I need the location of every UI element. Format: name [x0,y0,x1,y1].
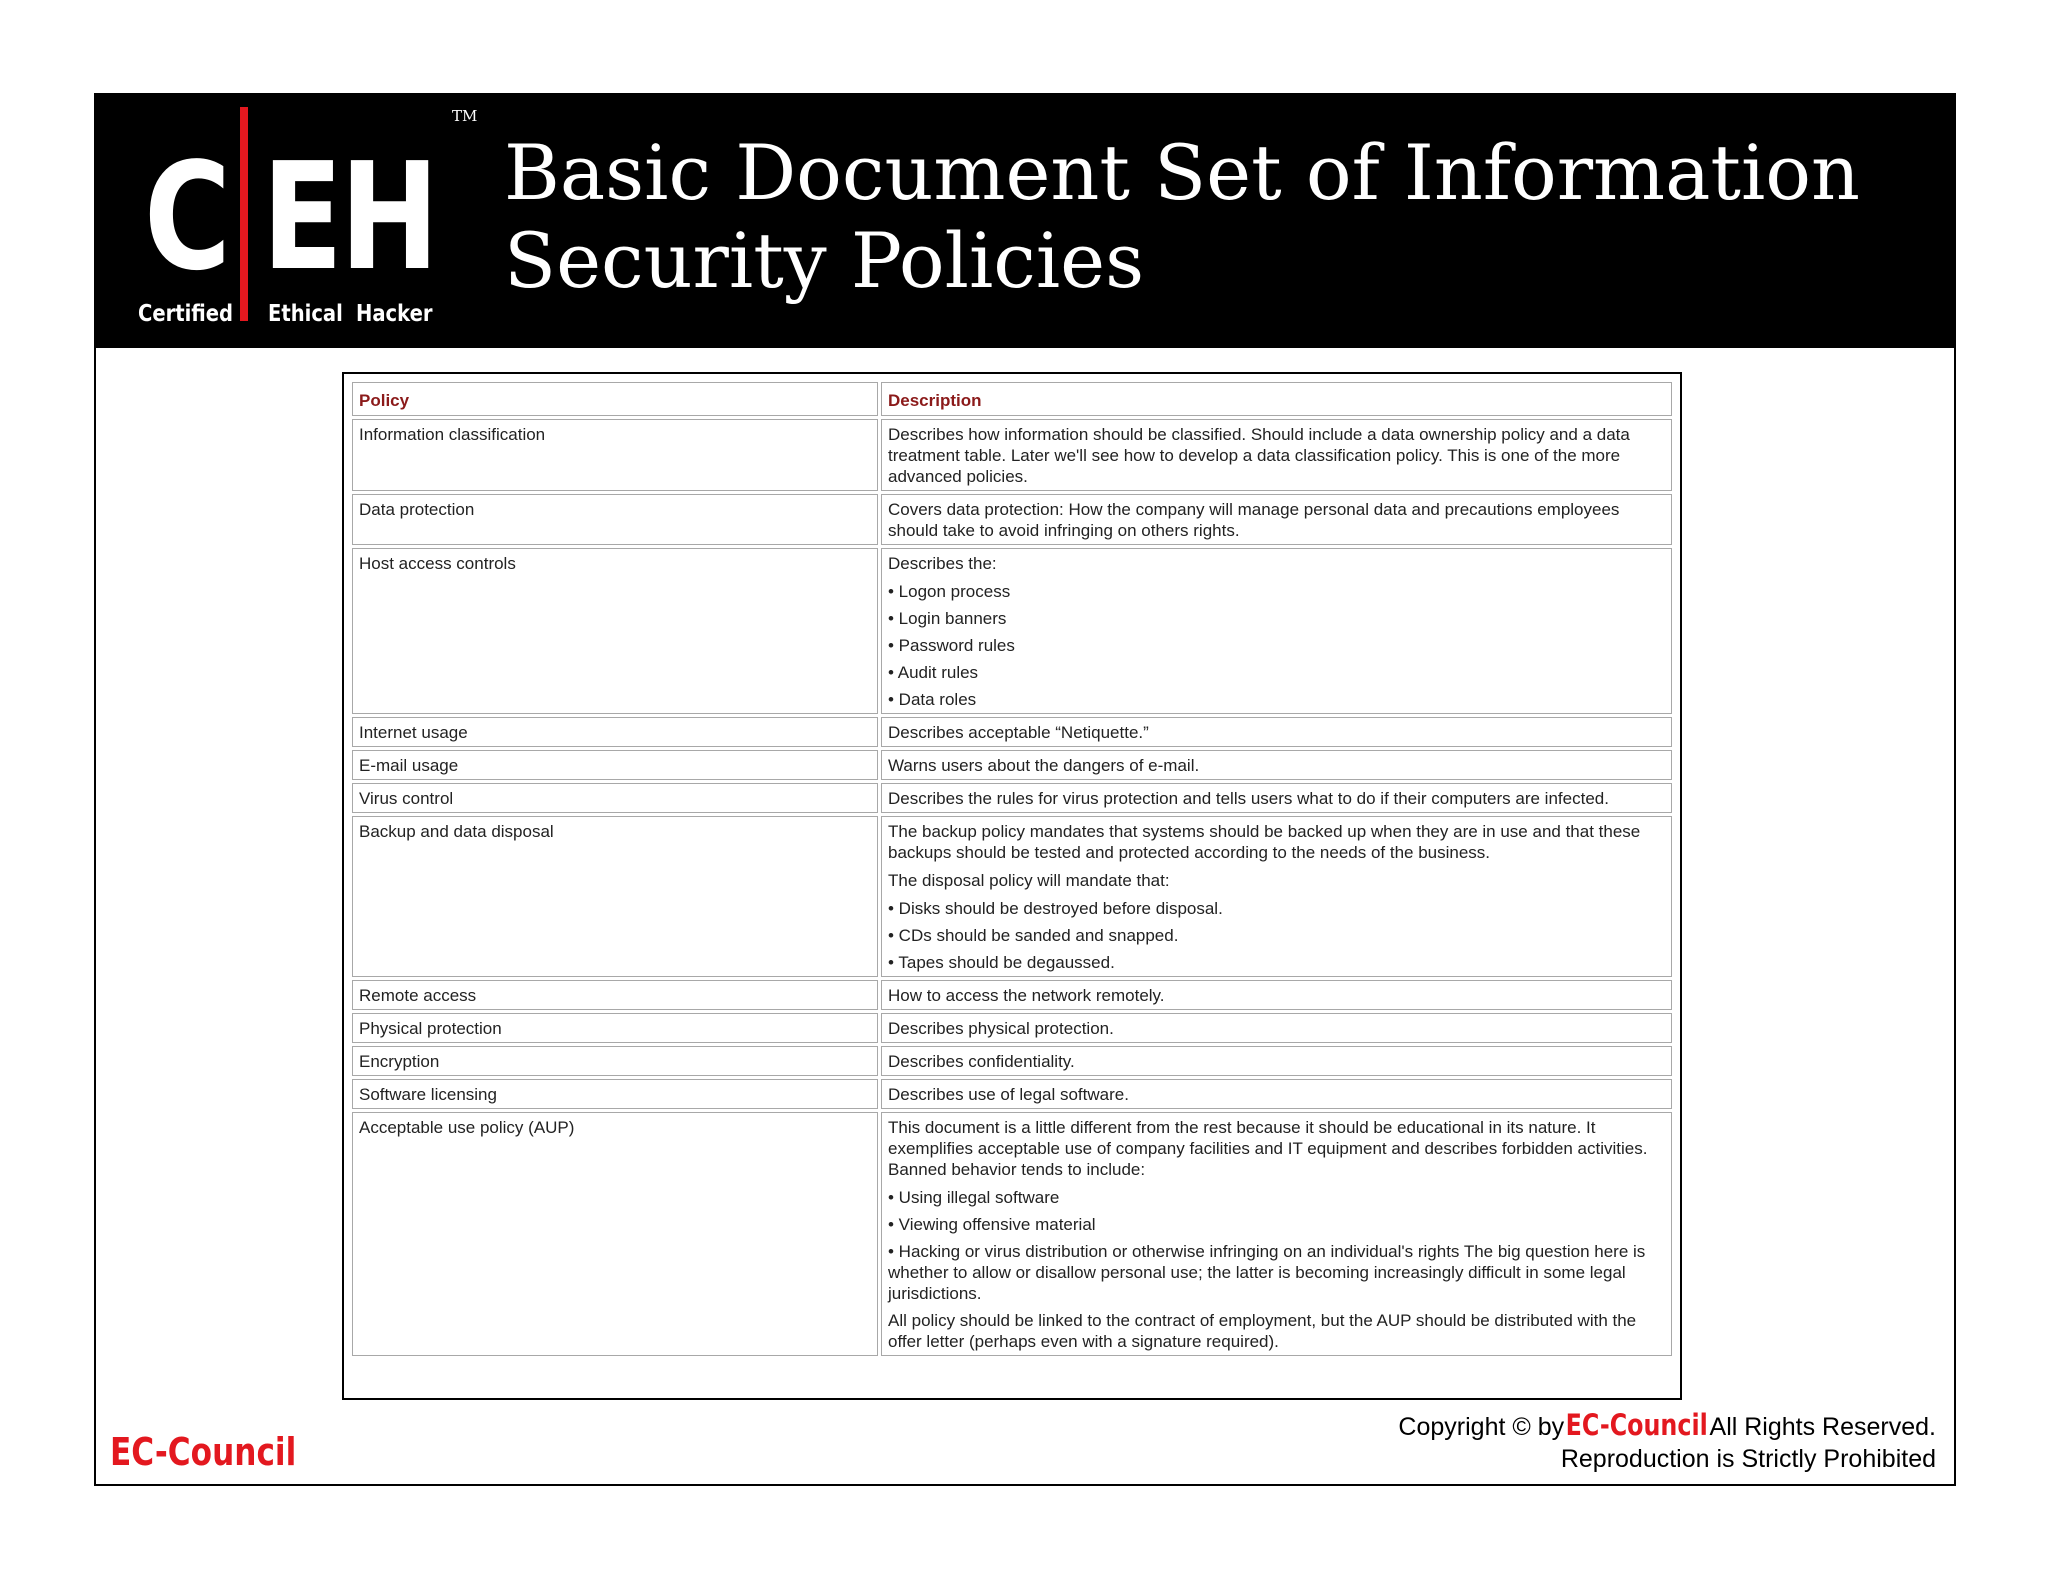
description-paragraph: Warns users about the dangers of e-mail. [888,756,1200,775]
description-paragraph: All policy should be linked to the contract of employment, but the AUP should be distributed with the offer letter (perhaps even with a signature required). [888,1311,1637,1351]
table-row [352,816,1672,977]
description-cell [881,783,1672,813]
description-paragraph: Describes acceptable “Netiquette.” [888,723,1149,742]
copyright-prefix: Copyright © by [1398,1413,1565,1441]
table-row [352,494,1672,545]
description-bullet: • Hacking or virus distribution or otherwise infringing on an individual's rights The big question here is whether to allow or disallow personal use; the latter is becoming increasingly difficult in some legal jurisdictions. [888,1242,1646,1303]
copyright-suffix: All Rights Reserved. [1709,1413,1936,1441]
description-cell [881,1046,1672,1076]
description-paragraph: Covers data protection: How the company will manage personal data and precautions employees should take to avoid infringing on others rights. [888,500,1620,540]
table-row [352,548,1672,714]
copyright-notice [1398,1409,1936,1475]
table-row [352,980,1672,1010]
logo-red-bar [240,107,248,321]
policy-cell: Host access controls [352,548,878,714]
logo-word-ethical: Ethical [268,301,343,327]
description-cell [881,419,1672,491]
policy-cell: Remote access [352,980,878,1010]
policy-cell: Physical protection [352,1013,878,1043]
title-line-2: Security Policies [504,216,1145,305]
description-paragraph: Describes the: [888,554,997,573]
header-banner [96,95,1954,348]
description-paragraph: Describes use of legal software. [888,1085,1129,1104]
table-row [352,750,1672,780]
description-bullet: • Tapes should be degaussed. [888,953,1115,972]
description-bullet: • CDs should be sanded and snapped. [888,926,1179,945]
column-header-policy: Policy [352,382,878,416]
description-bullet: • Password rules [888,636,1015,655]
policy-cell: E-mail usage [352,750,878,780]
logo-letter-h: H [340,131,440,303]
description-bullet: • Audit rules [888,663,979,682]
description-paragraph: Describes confidentiality. [888,1052,1075,1071]
description-bullet: • Login banners [888,609,1007,628]
description-cell [881,1079,1672,1109]
logo-letter-e: E [262,131,343,303]
table-row [352,783,1672,813]
table-row [352,1112,1672,1356]
slide-title [504,129,1924,305]
description-bullet: • Viewing offensive material [888,1215,1096,1234]
description-cell [881,717,1672,747]
table-header-row [352,382,1672,416]
table-row [352,1079,1672,1109]
table-row [352,717,1672,747]
policy-cell: Acceptable use policy (AUP) [352,1112,878,1356]
ceh-logo [138,107,478,343]
description-cell [881,548,1672,714]
policy-cell: Software licensing [352,1079,878,1109]
policy-cell: Virus control [352,783,878,813]
description-cell [881,1112,1672,1356]
table-body [352,419,1672,1356]
reproduction-notice: Reproduction is Strictly Prohibited [1560,1445,1936,1473]
description-paragraph: This document is a little different from the rest because it should be educational in its nature. It exemplifies acceptable use of company facilities and IT equipment and describes forbidden activities. Banned behavior tends to include: [888,1118,1648,1179]
column-header-description: Description [881,382,1672,416]
logo-word-hacker: Hacker [356,301,433,327]
description-paragraph: The backup policy mandates that systems should be backed up when they are in use and that these backups should be tested and protected according to the needs of the business. [888,822,1641,862]
policy-cell: Internet usage [352,717,878,747]
description-cell [881,980,1672,1010]
title-line-1: Basic Document Set of Information [504,128,1860,217]
copyright-brand: EC-Council [1565,1408,1708,1442]
description-paragraph: Describes the rules for virus protection and tells users what to do if their computers are infected. [888,789,1609,808]
description-bullet: • Logon process [888,582,1011,601]
logo-letter-c: C [144,131,231,303]
description-paragraph: The disposal policy will mandate that: [888,871,1170,890]
description-cell [881,1013,1672,1043]
table-row [352,1013,1672,1043]
description-bullet: • Disks should be destroyed before disposal. [888,899,1223,918]
policy-cell: Backup and data disposal [352,816,878,977]
policy-table [349,379,1675,1359]
description-paragraph: Describes how information should be classified. Should include a data ownership policy and a data treatment table. Later we'll see how to develop a data classification policy. This is one of the more advanced policies. [888,425,1630,486]
description-cell [881,494,1672,545]
trademark-mark: TM [452,107,478,125]
policy-cell: Information classification [352,419,878,491]
policy-table-frame [342,372,1682,1400]
slide [94,93,1956,1486]
description-bullet: • Data roles [888,690,977,709]
logo-word-certified: Certified [138,301,234,327]
policy-cell: Encryption [352,1046,878,1076]
policy-cell: Data protection [352,494,878,545]
table-row [352,1046,1672,1076]
description-cell [881,816,1672,977]
table-row [352,419,1672,491]
description-paragraph: How to access the network remotely. [888,986,1165,1005]
description-paragraph: Describes physical protection. [888,1019,1114,1038]
description-cell [881,750,1672,780]
ec-council-logo: EC-Council [110,1430,297,1474]
description-bullet: • Using illegal software [888,1188,1060,1207]
